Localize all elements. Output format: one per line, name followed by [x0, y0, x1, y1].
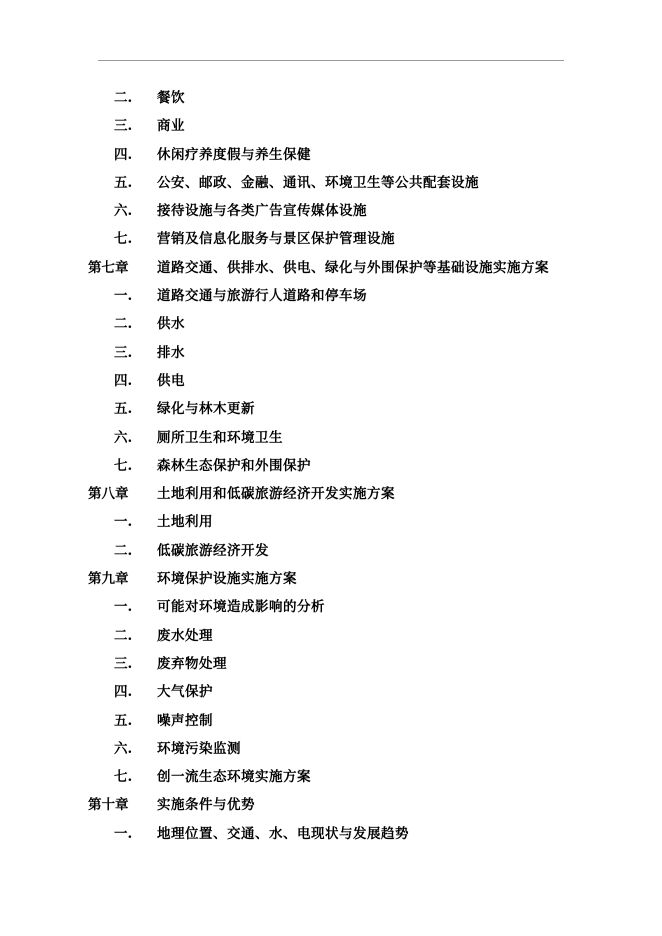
toc-chapter-number: 第九章 [88, 571, 129, 588]
toc-chapter-number: 第八章 [88, 486, 129, 503]
toc-entry [0, 452, 662, 480]
toc-entry-number: 三. [114, 118, 133, 135]
toc-entry [0, 820, 662, 848]
toc-entry-title: 噪声控制 [157, 712, 213, 729]
toc-entry-number: 三. [114, 344, 133, 361]
toc-entry-title: 商业 [157, 118, 185, 135]
toc-chapter-title: 道路交通、供排水、供电、绿化与外围保护等基础设施实施方案 [157, 259, 549, 276]
toc-entry [0, 678, 662, 706]
toc-entry-title: 餐饮 [157, 90, 185, 106]
toc-entry [0, 197, 662, 225]
toc-entry-title: 废水处理 [157, 627, 213, 644]
toc-entry-title: 可能对环境造成影响的分析 [157, 599, 325, 616]
toc-entry-title: 大气保护 [157, 684, 213, 701]
toc-entry [0, 339, 662, 367]
toc-entry-title: 排水 [157, 344, 185, 361]
toc-entry [0, 282, 662, 310]
toc-chapter-title: 实施条件与优势 [157, 797, 255, 814]
toc-chapter-number: 第七章 [88, 259, 129, 276]
toc-chapter [0, 254, 662, 282]
toc-entry [0, 367, 662, 395]
toc-entry [0, 395, 662, 423]
toc-entry-number: 四. [114, 684, 133, 701]
toc-entry [0, 424, 662, 452]
toc-entry-number: 一. [114, 599, 133, 616]
toc-chapter [0, 791, 662, 819]
toc-entry-title: 低碳旅游经济开发 [157, 542, 269, 559]
toc-entry-title: 创一流生态环境实施方案 [157, 769, 311, 786]
toc-entry-title: 供电 [157, 372, 185, 389]
toc-entry-number: 七. [114, 769, 133, 786]
toc-entry-number: 二. [114, 90, 133, 106]
toc-entry [0, 763, 662, 791]
toc-entry-number: 七. [114, 231, 133, 248]
toc-entry [0, 112, 662, 140]
toc-entry [0, 537, 662, 565]
toc-entry-title: 休闲疗养度假与养生保健 [157, 146, 311, 163]
header-rule [98, 60, 564, 61]
toc-entry [0, 508, 662, 536]
toc-entry [0, 141, 662, 169]
toc-chapter [0, 480, 662, 508]
toc-entry-number: 五. [114, 174, 133, 191]
toc-entry [0, 84, 662, 112]
toc-entry-title: 地理位置、交通、水、电现状与发展趋势 [157, 825, 409, 842]
toc-entry-number: 六. [114, 740, 133, 757]
toc-chapter-number: 第十章 [88, 797, 129, 814]
toc-entry-number: 四. [114, 146, 133, 163]
toc-entry-title: 森林生态保护和外围保护 [157, 457, 311, 474]
toc-chapter-title: 土地利用和低碳旅游经济开发实施方案 [157, 486, 395, 503]
toc-entry-number: 六. [114, 203, 133, 220]
toc-entry [0, 169, 662, 197]
toc-chapter-title: 环境保护设施实施方案 [157, 571, 297, 588]
toc-entry-number: 七. [114, 457, 133, 474]
toc-entry-title: 厕所卫生和环境卫生 [157, 429, 283, 446]
toc-entry-title: 土地利用 [157, 514, 213, 531]
toc-entry-title: 绿化与林木更新 [157, 401, 255, 418]
toc-entry-number: 一. [114, 514, 133, 531]
toc-entry-title: 公安、邮政、金融、通讯、环境卫生等公共配套设施 [157, 174, 479, 191]
toc-entry-number: 三. [114, 655, 133, 672]
toc-entry-title: 营销及信息化服务与景区保护管理设施 [157, 231, 395, 248]
toc-entry-number: 六. [114, 429, 133, 446]
toc-entry-number: 二. [114, 542, 133, 559]
toc-entry-title: 接待设施与各类广告宣传媒体设施 [157, 203, 367, 220]
toc-entry-number: 二. [114, 316, 133, 333]
table-of-contents [0, 84, 662, 848]
toc-entry-number: 五. [114, 712, 133, 729]
toc-entry-number: 一. [114, 825, 133, 842]
toc-entry [0, 622, 662, 650]
toc-entry [0, 735, 662, 763]
toc-entry [0, 310, 662, 338]
toc-entry [0, 707, 662, 735]
toc-chapter [0, 565, 662, 593]
toc-entry [0, 650, 662, 678]
toc-entry [0, 225, 662, 253]
toc-entry-number: 二. [114, 627, 133, 644]
toc-entry-number: 五. [114, 401, 133, 418]
toc-entry-title: 道路交通与旅游行人道路和停车场 [157, 288, 367, 305]
toc-entry-title: 废弃物处理 [157, 655, 227, 672]
toc-entry-number: 一. [114, 288, 133, 305]
toc-entry-title: 环境污染监测 [157, 740, 241, 757]
toc-entry [0, 593, 662, 621]
toc-entry-number: 四. [114, 372, 133, 389]
toc-entry-title: 供水 [157, 316, 185, 333]
